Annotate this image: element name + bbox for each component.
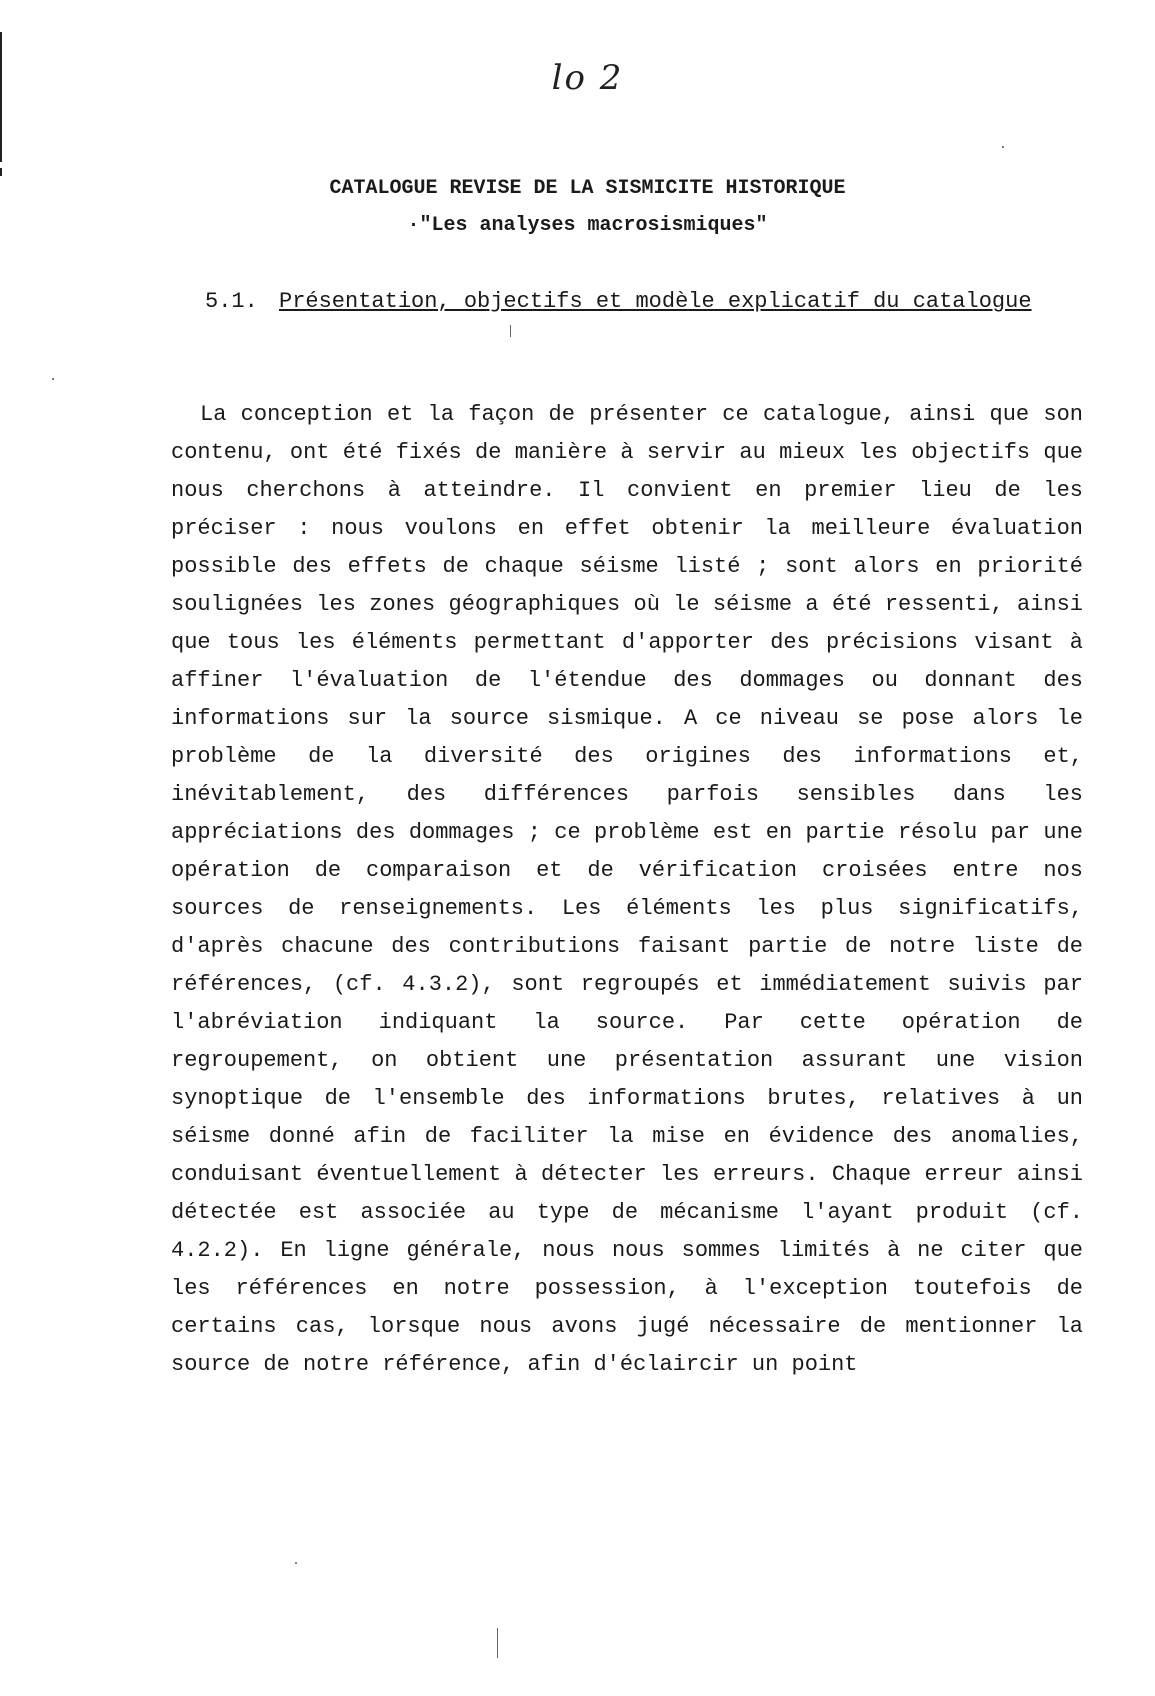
scan-mark (510, 325, 511, 337)
handwritten-page-number: lo 2 (551, 58, 624, 98)
scan-speck (52, 378, 54, 380)
body-paragraph: La conception et la façon de présenter ce catalogue, ainsi que son contenu, ont été fixés de manière à servir au mieux les objectifs que nous cherchons à atteindre. Il convient en premier lieu de les préciser : nous voulons en effet obtenir la meilleure évaluation possible des effets de chaque séisme listé ; sont alors en priorité soulignées les zones géographiques où le séisme a été ressenti, ainsi que tous les éléments permettant d'apporter des précisions visant à affiner l'évaluation de l'étendue des dommages ou donnant des informations sur la source sismique. A ce niveau se pose alors le problème de la diversité des origines des informations et, inévitablement, des différences parfois sensibles dans les appréciations des dommages ; ce problème est en partie résolu par une opération de comparaison et de vérification croisées entre nos sources de renseignements. Les éléments les plus significatifs, d'après chacune des contributions faisant partie de notre liste de références, (cf. 4.3.2), sont regroupés et immédiatement suivis par l'abréviation indiquant la source. Par cette opération de regroupement, on obtient une présentation assurant une vision synoptique de l'ensemble des informations brutes, relatives à un séisme donné afin de faciliter la mise en évidence des anomalies, conduisant éventuellement à détecter les erreurs. Chaque erreur ainsi détectée est associée au type de mécanisme l'ayant produit (cf. 4.2.2). En ligne générale, nous nous sommes limités à ne citer que les références en notre possession, à l'exception toutefois de certains cas, lorsque nous avons jugé nécessaire de mentionner la source de notre référence, afin d'éclaircir un point (171, 402, 1083, 1377)
document-heading (0, 170, 1155, 244)
section-number: 5.1. (205, 289, 258, 314)
section-title: Présentation, objectifs et modèle explicatif du catalogue (279, 289, 1032, 314)
heading-subtitle: ·"Les analyses macrosismiques" (407, 214, 768, 237)
scan-speck (1002, 146, 1004, 148)
scan-mark (497, 1628, 498, 1658)
heading-title: CATALOGUE REVISE DE LA SISMICITE HISTORIQUE (329, 177, 846, 200)
scan-speck (295, 1562, 297, 1564)
